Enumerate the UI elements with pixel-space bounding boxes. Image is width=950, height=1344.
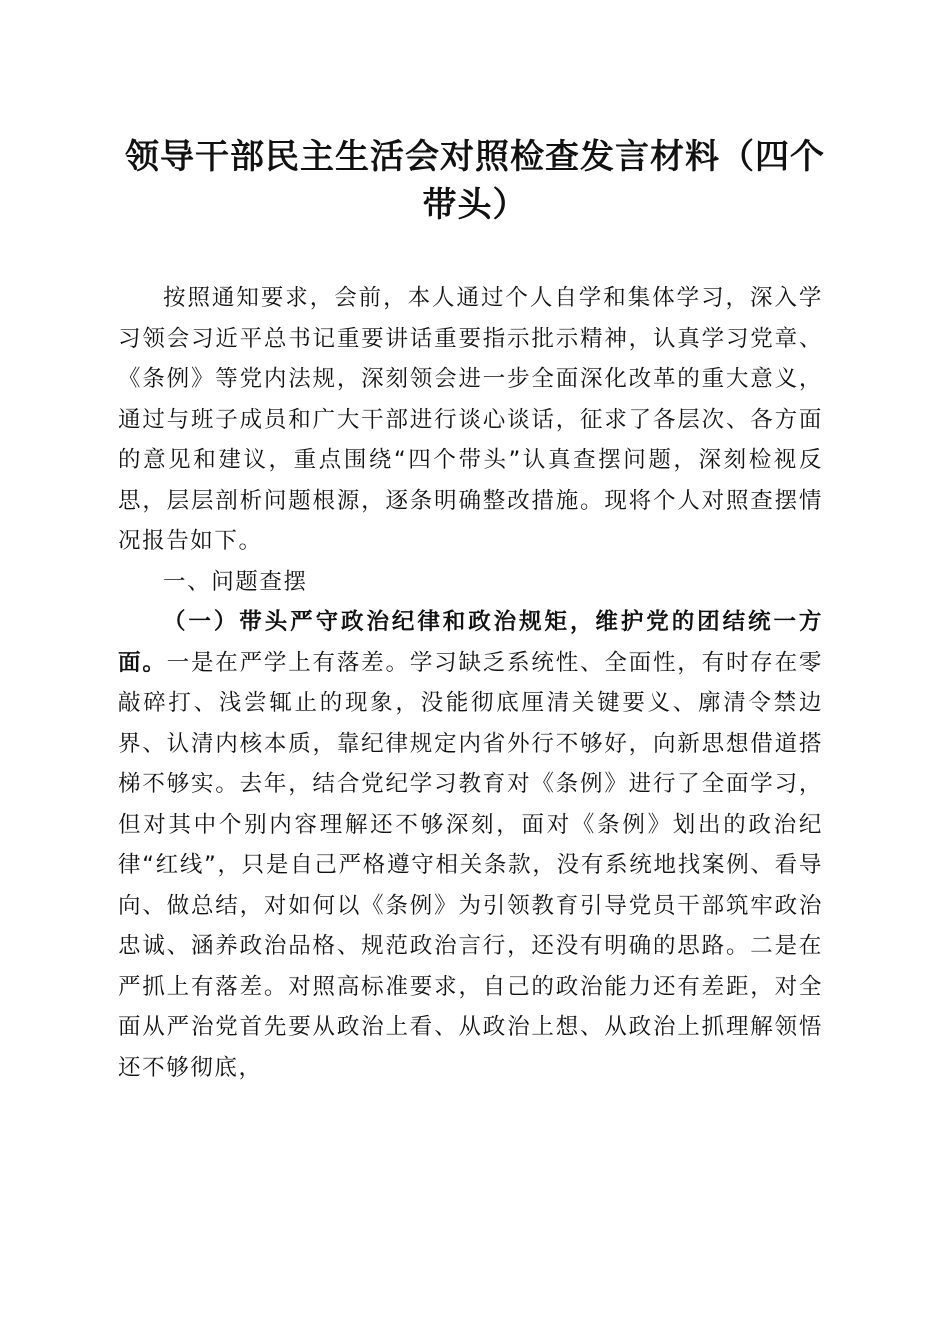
section-heading: 一、问题查摆	[163, 568, 308, 595]
document-title: 领导干部民主生活会对照检查发言材料（四个带头）	[125, 137, 825, 225]
intro-paragraph: 按照通知要求，会前，本人通过个人自学和集体学习，深入学习领会习近平总书记重要讲话重要指示批示精神，认真学习党章、《条例》等党内法规，深刻领会进一步全面深化改革的重大意义，通过与班子成员和广大干部进行谈心谈话，征求了各层次、各方面的意见和建议，重点围绕“四个带头”认真查摆问题，深刻检视反思，层层剖析问题根源，逐条明确整改措施。现将个人对照查摆情况报告如下。	[118, 285, 823, 554]
subsection-body: 一是在严学上有落差。学习缺乏系统性、全面性，有时存在零敲碎打、浅尝辄止的现象，没能彻底厘清关键要义、廓清令禁边界、认清内核本质，靠纪律规定内省外行不够好，向新思想借道搭梯不够实。去年，结合党纪学习教育对《条例》进行了全面学习，但对其中个别内容理解还不够深刻，面对《条例》划出的政治纪律“红线”，只是自己严格遵守相关条款，没有系统地找案例、看导向、做总结，对如何以《条例》为引领教育引导党员干部筑牢政治忠诚、涵养政治品格、规范政治言行，还没有明确的思路。二是在严抓上有落差。对照高标准要求，自己的政治能力还有差距，对全面从严治党首先要从政治上看、从政治上想、从政治上抓理解领悟还不够彻底，	[118, 649, 824, 1081]
subsection-heading: （一）带头严守政治纪律和政治规矩，维护党的团结统一方面。	[118, 609, 823, 676]
document-body	[118, 278, 823, 1088]
subsection-paragraph	[118, 602, 823, 1088]
